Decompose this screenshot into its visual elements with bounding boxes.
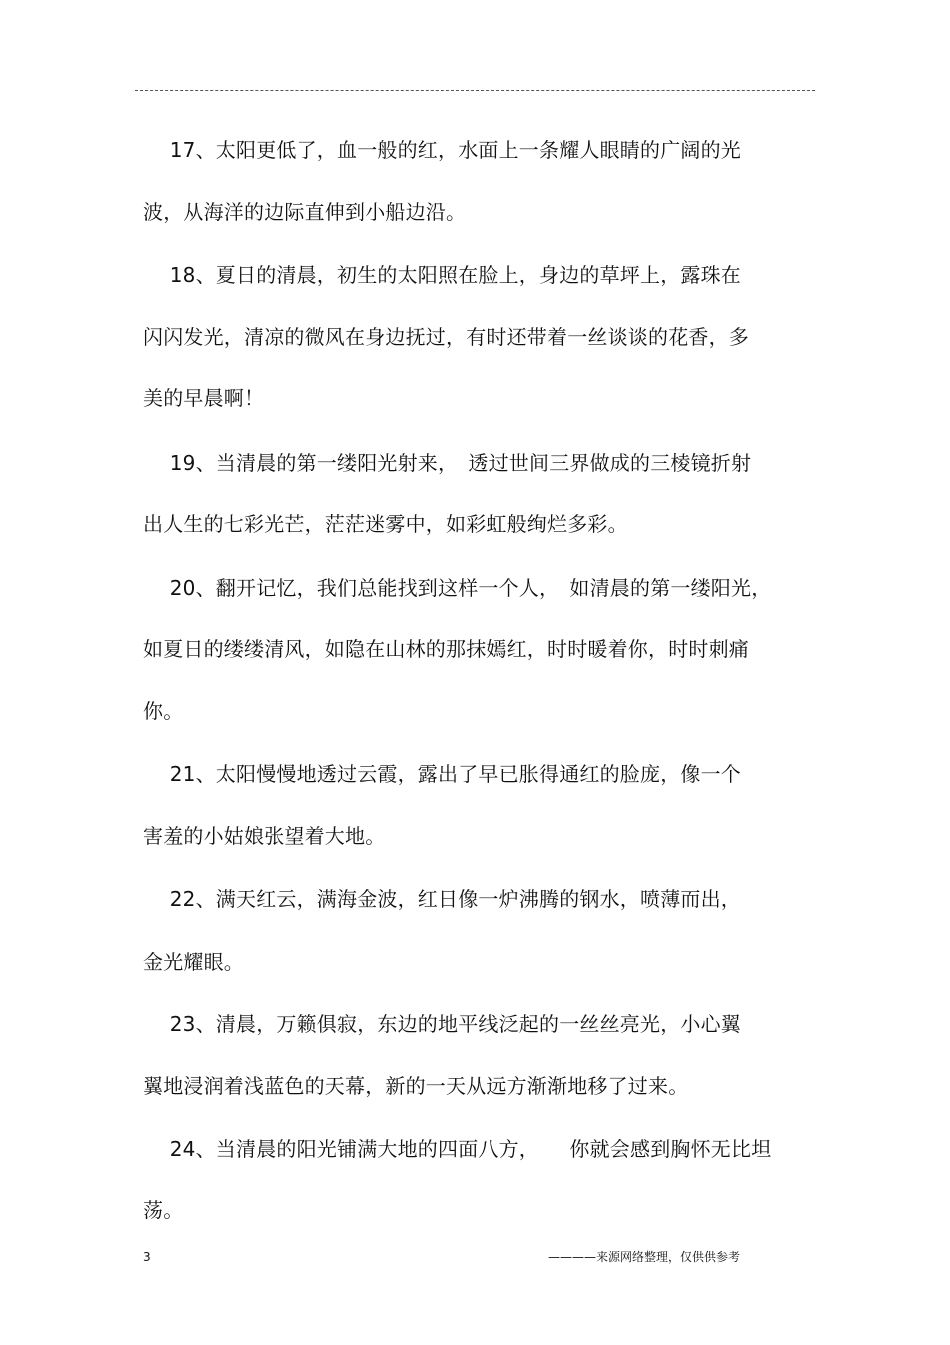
paragraph-20-line-2: 如夏日的缕缕清风，如隐在山林的那抹嫣红，时时暖着你，时时刺痛 bbox=[143, 637, 749, 661]
paragraph-19-line-2: 出人生的七彩光芒，茫茫迷雾中，如彩虹般绚烂多彩。 bbox=[143, 512, 628, 536]
paragraph-22-line-2: 金光耀眼。 bbox=[143, 950, 244, 974]
paragraph-21-line-2: 害羞的小姑娘张望着大地。 bbox=[143, 824, 386, 848]
paragraph-20-line-1: 20、翻开记忆，我们总能找到这样一个人， 如清晨的第一缕阳光， bbox=[143, 576, 772, 600]
paragraph-24-line-2: 荡。 bbox=[143, 1198, 184, 1222]
paragraph-19-line-1: 19、当清晨的第一缕阳光射来， 透过世间三界做成的三棱镜折射 bbox=[143, 451, 752, 475]
paragraph-17-line-1: 17、太阳更低了，血一般的红，水面上一条耀人眼睛的广阔的光 bbox=[143, 138, 742, 162]
paragraph-18-line-2: 闪闪发光，清凉的微风在身边抚过，有时还带着一丝谈谈的花香，多 bbox=[143, 325, 749, 349]
paragraph-24-line-1: 24、当清晨的阳光铺满大地的四面八方， 你就会感到胸怀无比坦 bbox=[143, 1137, 772, 1161]
page-number: 3 bbox=[143, 1250, 151, 1264]
paragraph-17-line-2: 波，从海洋的边际直伸到小船边沿。 bbox=[143, 200, 467, 224]
paragraph-23-line-1: 23、清晨，万籁俱寂，东边的地平线泛起的一丝丝亮光，小心翼 bbox=[143, 1012, 742, 1036]
header-divider bbox=[135, 90, 815, 91]
paragraph-22-line-1: 22、满天红云，满海金波，红日像一炉沸腾的钢水，喷薄而出， bbox=[143, 887, 742, 911]
paragraph-20-line-3: 你。 bbox=[143, 699, 184, 723]
paragraph-23-line-2: 翼地浸润着浅蓝色的天幕，新的一天从远方渐渐地移了过来。 bbox=[143, 1074, 689, 1098]
source-note: ————来源网络整理，仅供供参考 bbox=[548, 1250, 741, 1264]
paragraph-18-line-3: 美的早晨啊！ bbox=[143, 386, 265, 410]
paragraph-21-line-1: 21、太阳慢慢地透过云霞，露出了早已胀得通红的脸庞，像一个 bbox=[143, 762, 742, 786]
paragraph-18-line-1: 18、夏日的清晨，初生的太阳照在脸上，身边的草坪上，露珠在 bbox=[143, 263, 742, 287]
